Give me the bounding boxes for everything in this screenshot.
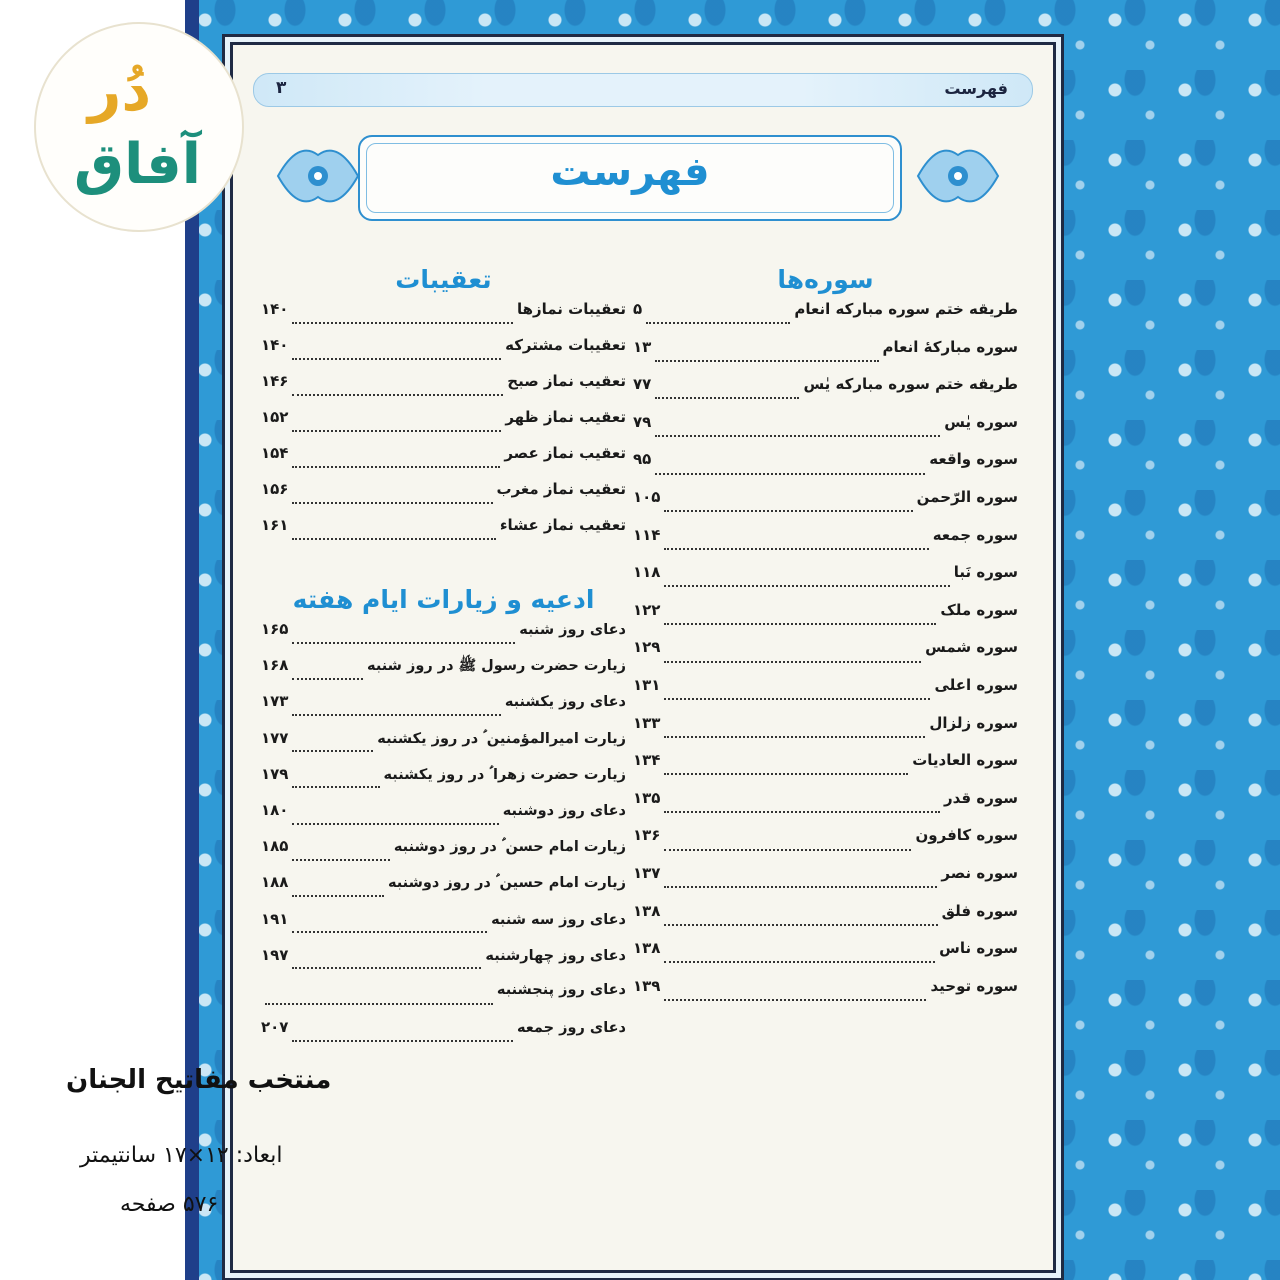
toc-entry xyxy=(633,714,1018,752)
toc-leader-dots xyxy=(664,697,930,700)
toc-entry xyxy=(633,977,1018,1015)
toc-entry-page: ۱۳۸ xyxy=(633,939,661,958)
toc-entry xyxy=(633,413,1018,451)
toc-entry-title: سوره یٰس xyxy=(944,412,1018,431)
taqibat-list xyxy=(261,300,626,552)
toc-leader-dots xyxy=(292,641,515,644)
toc-entry-page: ۱۱۴ xyxy=(633,525,661,544)
toc-leader-dots xyxy=(292,429,501,432)
toc-entry xyxy=(633,939,1018,977)
toc-entry-title: سوره اعلی xyxy=(934,675,1018,694)
toc-entry xyxy=(261,620,626,656)
toc-entry-page: ۱۶۸ xyxy=(261,656,289,675)
toc-entry-title: دعای روز سه شنبه xyxy=(491,911,626,928)
toc-leader-dots xyxy=(646,321,790,324)
toc-entry-title: تعقیب نماز ظهر xyxy=(505,408,626,426)
toc-leader-dots xyxy=(292,930,487,933)
toc-entry xyxy=(633,563,1018,601)
toc-leader-dots xyxy=(292,822,498,825)
toc-entry-page: ۱۴۰ xyxy=(261,300,289,318)
toc-leader-dots xyxy=(664,810,940,813)
toc-leader-dots xyxy=(292,537,495,540)
toc-entry xyxy=(633,676,1018,714)
toc-entry-page: ۷۹ xyxy=(633,412,652,431)
toc-entry-page: ۱۷۹ xyxy=(261,764,289,783)
toc-entry-title: سوره الرّحمن xyxy=(916,487,1018,506)
logo-bottom-text: آفاق xyxy=(74,132,201,197)
taqibat-heading: تعقیبات xyxy=(395,265,492,294)
toc-entry-title: سوره جمعه xyxy=(932,525,1018,544)
toc-entry-title: دعای روز یکشنبه xyxy=(504,694,626,711)
toc-leader-dots xyxy=(292,858,389,861)
toc-entry xyxy=(261,656,626,692)
toc-leader-dots xyxy=(664,960,935,963)
toc-leader-dots xyxy=(664,772,908,775)
toc-entry xyxy=(633,826,1018,864)
toc-entry xyxy=(261,336,626,372)
toc-leader-dots xyxy=(664,735,925,738)
toc-entry-title: زیارت امام حسن ؑ در روز دوشنبه xyxy=(393,839,626,856)
toc-entry-title: دعای روز شنبه xyxy=(519,622,626,638)
toc-entry-page: ۱۵۲ xyxy=(261,408,289,426)
toc-entry-title: دعای روز چهارشنبه xyxy=(485,947,626,964)
toc-entry-page: ۱۷۳ xyxy=(261,692,289,711)
toc-entry xyxy=(261,946,626,982)
toc-entry xyxy=(261,300,626,336)
toc-leader-dots xyxy=(664,584,949,587)
toc-entry-page: ۷۷ xyxy=(633,375,652,394)
toc-entry-page: ۱۹۷ xyxy=(261,945,289,964)
toc-entry xyxy=(261,692,626,728)
toc-entry xyxy=(633,789,1018,827)
toc-leader-dots xyxy=(664,923,937,926)
toc-entry-page: ۱۳ xyxy=(633,337,652,356)
left-ornament-icon xyxy=(273,135,363,217)
toc-entry xyxy=(633,902,1018,940)
toc-entry-title: زیارت امیرالمؤمنین ؑ در روز یکشنبه xyxy=(377,730,626,747)
toc-leader-dots xyxy=(292,894,383,897)
toc-leader-dots xyxy=(292,393,503,396)
toc-entry-title: سوره مبارکهٔ انعام xyxy=(882,337,1018,356)
toc-entry-page: ۹۵ xyxy=(633,450,652,469)
store-logo xyxy=(34,22,244,232)
toc-entry-title: سوره ملک xyxy=(940,600,1018,619)
toc-entry-page: ۱۰۵ xyxy=(633,487,661,506)
toc-entry-title: سوره ناس xyxy=(939,939,1018,958)
product-dimensions: ابعاد: ۱۲×۱۷ سانتیمتر xyxy=(80,1143,283,1168)
toc-entry xyxy=(261,910,626,946)
toc-entry-page: ۵ xyxy=(633,300,643,318)
toc-leader-dots xyxy=(664,622,936,625)
toc-entry-page: ۱۳۷ xyxy=(633,863,661,882)
toc-entry-title: تعقیب نماز عصر xyxy=(504,444,626,462)
toc-entry-title: سوره زلزال xyxy=(929,713,1018,732)
toc-entry-page: ۱۳۶ xyxy=(633,826,661,845)
toc-entry xyxy=(633,450,1018,488)
toc-entry-page: ۱۳۴ xyxy=(633,751,661,770)
page-title: فهرست xyxy=(550,149,710,195)
toc-entry-page: ۱۱۸ xyxy=(633,563,661,582)
title-frame xyxy=(358,135,902,221)
toc-entry-page: ۱۵۶ xyxy=(261,480,289,498)
toc-entry-title: سوره العادیات xyxy=(912,751,1018,770)
toc-entry xyxy=(261,480,626,516)
toc-entry-page: ۱۴۶ xyxy=(261,372,289,390)
toc-entry-title: سوره توحید xyxy=(930,976,1018,995)
toc-entry xyxy=(261,765,626,801)
toc-entry-title: دعای روز پنجشنبه xyxy=(496,981,626,998)
toc-entry xyxy=(633,338,1018,376)
logo-top-text: دُر xyxy=(88,56,152,124)
toc-entry-page: ۱۴۰ xyxy=(261,336,289,354)
toc-entry-title: سوره قدر xyxy=(944,788,1018,807)
toc-entry-title: طریقه ختم سوره مبارکه انعام xyxy=(794,300,1018,318)
toc-entry-title: دعای روز جمعه xyxy=(516,1020,626,1037)
running-head xyxy=(253,73,1033,107)
toc-leader-dots xyxy=(292,749,373,752)
ayyam-list xyxy=(261,620,626,1054)
left-column xyxy=(261,260,626,1054)
toc-entry xyxy=(633,638,1018,676)
book-page xyxy=(230,42,1056,1273)
surahs-heading: سوره‌ها xyxy=(777,265,874,294)
toc-leader-dots xyxy=(292,785,379,788)
toc-entry-title: سوره نَبا xyxy=(953,563,1018,582)
toc-leader-dots xyxy=(292,357,501,360)
product-name: منتخب مفاتیح الجنان xyxy=(66,1065,332,1095)
toc-entry-title: تعقیبات نمازها xyxy=(516,300,626,318)
toc-entry-page: ۱۵۴ xyxy=(261,444,289,462)
toc-entry xyxy=(633,601,1018,639)
toc-entry xyxy=(261,873,626,909)
toc-entry xyxy=(633,526,1018,564)
toc-leader-dots xyxy=(292,321,512,324)
toc-entry xyxy=(261,729,626,765)
toc-entry xyxy=(261,1018,626,1054)
toc-entry-page: ۱۲۲ xyxy=(633,600,661,619)
toc-entry xyxy=(633,751,1018,789)
toc-entry-page: ۱۳۵ xyxy=(633,788,661,807)
toc-entry-page: ۱۳۹ xyxy=(633,976,661,995)
right-ornament-icon xyxy=(913,135,1003,217)
toc-leader-dots xyxy=(664,848,911,851)
toc-entry xyxy=(261,801,626,837)
toc-leader-dots xyxy=(655,396,799,399)
toc-entry-page: ۱۶۱ xyxy=(261,516,289,534)
toc-entry-title: زیارت حضرت زهرا ؑ در روز یکشنبه xyxy=(383,766,626,783)
toc-leader-dots xyxy=(655,359,878,362)
toc-leader-dots xyxy=(664,547,928,550)
toc-entry-page: ۱۸۵ xyxy=(261,837,289,856)
toc-entry xyxy=(261,444,626,480)
toc-entry-title: زیارت امام حسین ؑ در روز دوشنبه xyxy=(387,875,626,892)
toc-entry-page: ۱۸۰ xyxy=(261,800,289,819)
toc-leader-dots xyxy=(664,509,912,512)
toc-entry-page: ۱۳۸ xyxy=(633,901,661,920)
toc-leader-dots xyxy=(292,713,500,716)
toc-leader-dots xyxy=(655,472,925,475)
toc-entry xyxy=(261,408,626,444)
toc-leader-dots xyxy=(664,660,921,663)
surahs-column xyxy=(633,260,1018,1014)
toc-entry-page: ۲۰۷ xyxy=(261,1018,289,1037)
toc-entry-title: تعقیب نماز صبح xyxy=(507,372,626,390)
toc-entry xyxy=(633,375,1018,413)
toc-entry-title: سوره واقعه xyxy=(929,450,1018,469)
toc-entry-page: ۱۷۷ xyxy=(261,728,289,747)
toc-entry-title: سوره نصر xyxy=(941,863,1018,882)
toc-entry-title: تعقیب نماز مغرب xyxy=(496,480,626,498)
product-page-count: ۵۷۶ صفحه xyxy=(120,1192,219,1217)
toc-entry-title: دعای روز دوشنبه xyxy=(502,802,626,819)
toc-leader-dots xyxy=(292,1039,512,1042)
toc-entry-page: ۱۳۳ xyxy=(633,713,661,732)
toc-leader-dots xyxy=(292,677,363,680)
toc-entry-page: ۱۳۱ xyxy=(633,675,661,694)
toc-entry-page: ۱۸۸ xyxy=(261,873,289,892)
running-head-title: فهرست xyxy=(944,79,1008,98)
toc-entry-title: سوره شمس xyxy=(925,638,1018,657)
toc-entry xyxy=(633,488,1018,526)
toc-entry xyxy=(633,864,1018,902)
toc-leader-dots xyxy=(655,434,940,437)
toc-entry xyxy=(261,982,626,1018)
toc-leader-dots xyxy=(292,465,500,468)
toc-entry-title: تعقیب نماز عشاء xyxy=(499,516,626,534)
toc-entry xyxy=(261,516,626,552)
toc-entry-title: سوره فلق xyxy=(941,901,1018,920)
toc-entry-title: تعقیبات مشترکه xyxy=(505,336,626,354)
toc-leader-dots xyxy=(265,1002,493,1005)
toc-entry-title: زیارت حضرت رسول ﷺ در روز شنبه xyxy=(367,658,626,675)
toc-leader-dots xyxy=(664,998,926,1001)
toc-entry-title: طریقه ختم سوره مبارکه یٰس xyxy=(803,375,1018,394)
toc-entry xyxy=(633,300,1018,338)
toc-leader-dots xyxy=(292,501,492,504)
ayyam-heading: ادعیه و زیارات ایام هفته xyxy=(292,585,595,614)
running-head-page-number: ۳ xyxy=(276,78,287,98)
toc-entry xyxy=(261,837,626,873)
toc-entry-page: ۱۲۹ xyxy=(633,638,661,657)
toc-entry-page: ۱۶۵ xyxy=(261,620,289,638)
toc-entry-title: سوره کافرون xyxy=(915,826,1018,845)
toc-leader-dots xyxy=(664,885,937,888)
surahs-list xyxy=(633,300,1018,1014)
toc-leader-dots xyxy=(292,966,481,969)
toc-entry-page: ۱۹۱ xyxy=(261,909,289,928)
toc-entry xyxy=(261,372,626,408)
